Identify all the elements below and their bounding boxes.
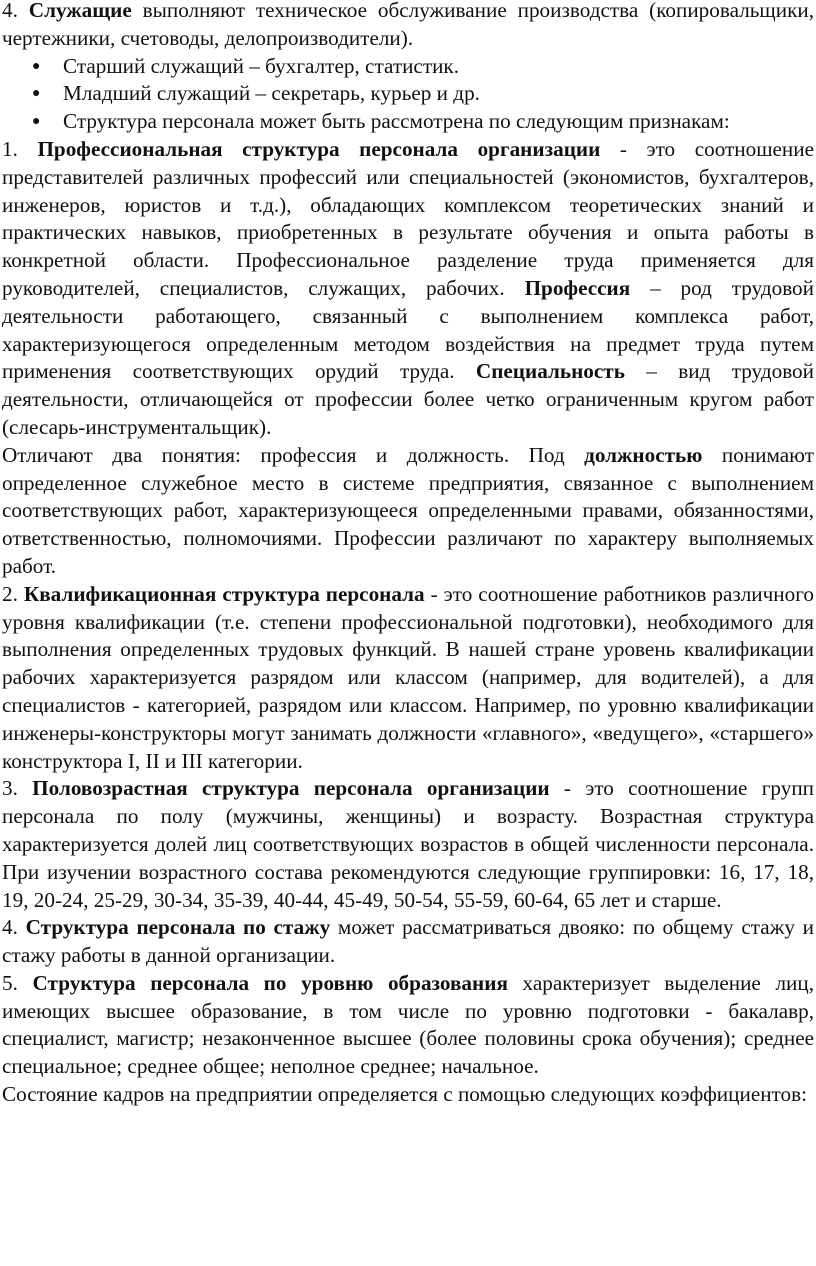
list-item: ● Младший служащий – секретарь, курьер и др. (2, 80, 814, 108)
bullet-icon: ● (32, 58, 41, 74)
bullet-list (2, 53, 814, 136)
paragraph-age-sex-structure: 3. Половозрастная структура персонала организации - это соотношение групп персонала по полу (мужчины, женщины) и возрасту. Возрастная структура характеризуется долей лиц соответствующих возрастов в общей численности персонала. При изучении возрастного состава рекомендуются следующие группировки: 16, 17, 18, 19, 20-24, 25-29, 30-34, 35-39, 40-44, 45-49, 50-54, 55-59, 60-64, 65 лет и старше. (2, 776, 814, 912)
term-profession: Профессия (524, 275, 631, 300)
term-seniority-structure: Структура персонала по стажу (25, 915, 331, 940)
paragraph-seniority-structure: 4. Структура персонала по стажу может рассматриваться двояко: по общему стажу и стажу работы в данной организации. (2, 915, 814, 968)
paragraph-employees: 4. Служащие выполняют техническое обслуживание производства (копировальщики, чертежники, счетоводы, делопроизводители). (2, 0, 815, 50)
term-education-structure: Структура персонала по уровню образования (32, 970, 508, 995)
bullet-icon: ● (32, 86, 41, 102)
term-professional-structure: Профессиональная структура персонала организации (37, 136, 601, 161)
term-age-sex-structure: Половозрастная структура персонала организации (32, 776, 550, 801)
list-item: ● Структура персонала может быть рассмотрена по следующим признакам: (2, 108, 814, 136)
term-qualification-structure: Квалификационная структура персонала (23, 581, 425, 606)
term-specialty: Специальность (475, 359, 625, 384)
bullet-icon: ● (32, 114, 41, 130)
paragraph-coefficients: Состояние кадров на предприятии определяется с помощью следующих коэффициентов: (2, 1082, 808, 1107)
term-position: должностью (584, 442, 703, 467)
paragraph-qualification-structure: 2. Квалификационная структура персонала - это соотношение работников различного уровня квалификации (т.е. степени профессиональной подготовки), необходимого для выполнения определенных трудовых функций. В нашей стране уровень квалификации рабочих характеризуется разрядом или классом (например, для водителей), а для специалистов - категорией, разрядом или классом. Например, по уровню квалификации инженеры-конструкторы могут занимать должности «главного», «ведущего», «старшего» конструктора I, II и III категории. (2, 581, 814, 773)
term-employees: Служащие (28, 0, 132, 22)
list-item: ● Старший служащий – бухгалтер, статистик. (2, 53, 814, 81)
paragraph-position: Отличают два понятия: профессия и должность. Под должностью понимают определенное служебное место в системе предприятия, связанное с выполнением соответствующих работ, характеризующееся определенными правами, обязанностями, ответственностью, полномочиями. Профессии различают по характеру выполняемых работ. (2, 442, 814, 578)
paragraph-professional-structure: 1. Профессиональная структура персонала организации - это соотношение представителей различных профессий или специальностей (экономистов, бухгалтеров, инженеров, юристов и т.д.), обладающих комплексом теоретических знаний и практических навыков, приобретенных в результате обучения и опыта работы в конкретной области. Профессиональное разделение труда применяется для руководителей, специалистов, служащих, рабочих. Профессия – род трудовой деятельности работающего, связанный с выполнением комплекса работ, характеризующегося определенным методом воздействия на предмет труда путем применения соответствующих орудий труда. Специальность – вид трудовой деятельности, отличающейся от профессии более четко ограниченным кругом работ (слесарь-инструментальщик). (2, 136, 815, 439)
paragraph-education-structure: 5. Структура персонала по уровню образования характеризует выделение лиц, имеющих высшее образование, в том числе по уровню подготовки - бакалавр, специалист, магистр; незаконченное высшее (более половины срока обучения); среднее специальное; среднее общее; неполное среднее; начальное. (2, 970, 814, 1079)
